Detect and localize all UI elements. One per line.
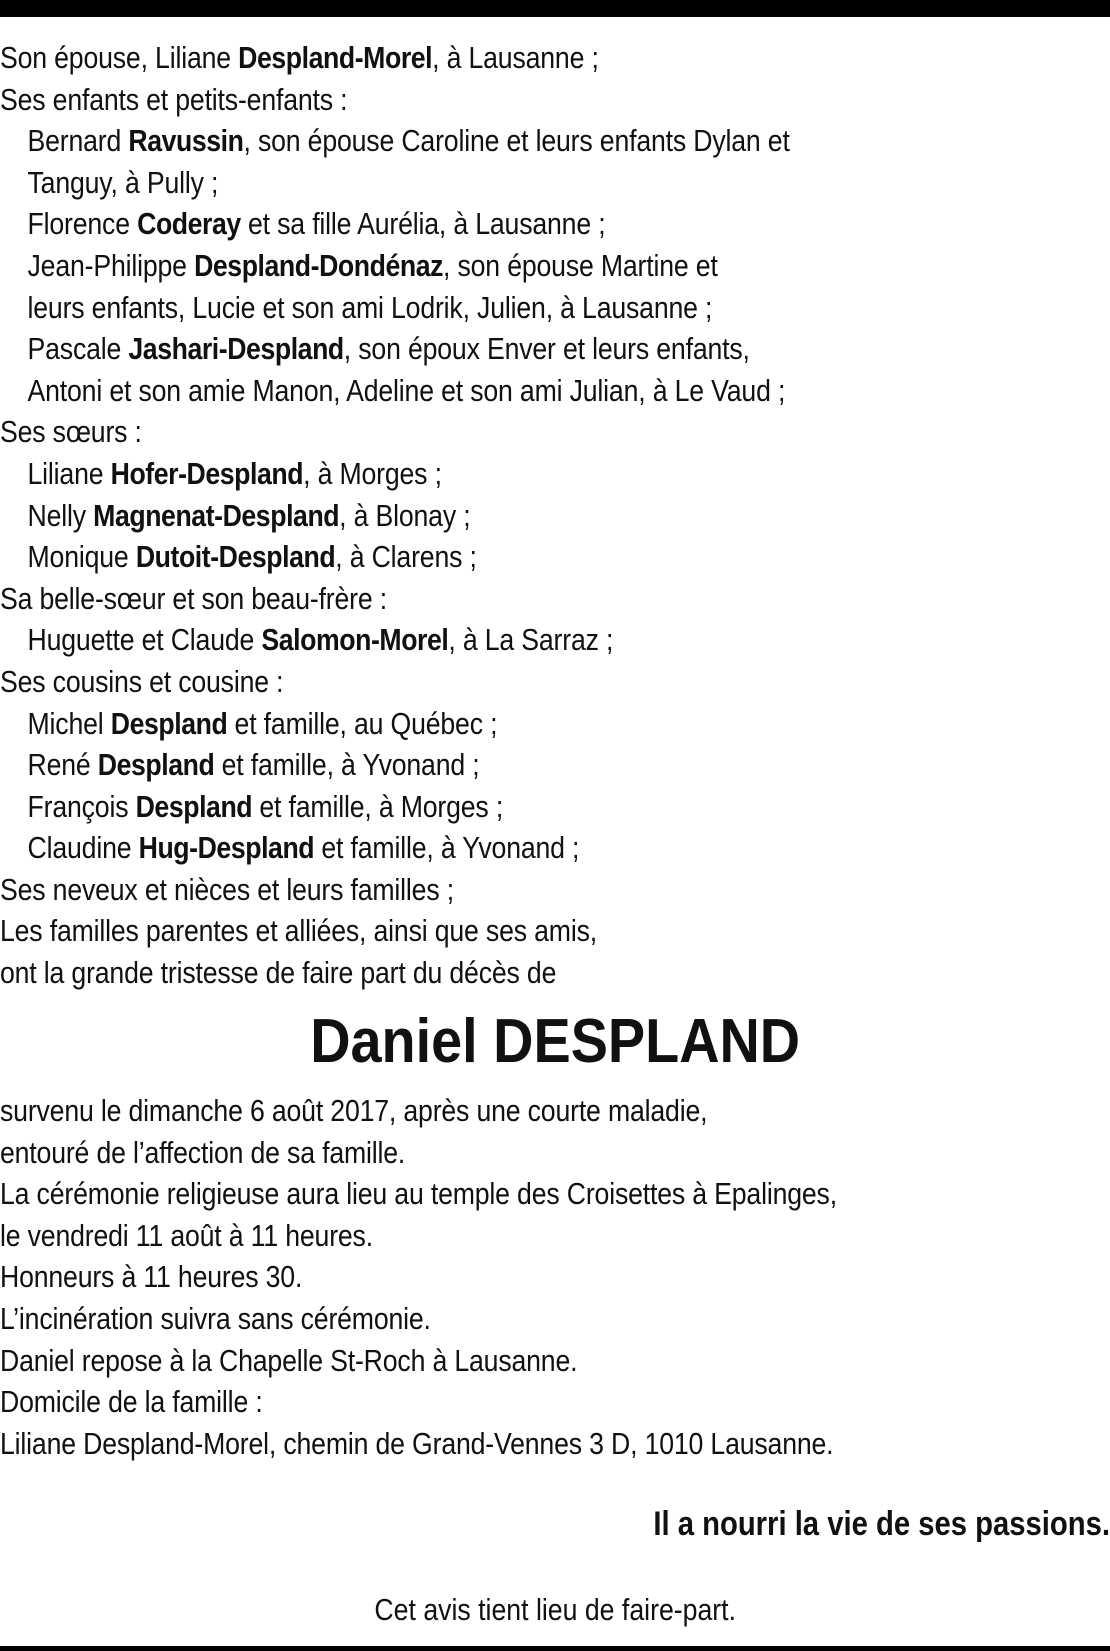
details-line: Daniel repose à la Chapelle St-Roch à Lausanne. [0, 1342, 578, 1378]
details-line: entouré de l’affection de sa famille. [0, 1134, 406, 1170]
announcement-line [0, 411, 955, 453]
line-text: Jean-Philippe [27, 247, 195, 283]
announcement-line [0, 536, 955, 578]
announcement-line [0, 910, 955, 952]
line-text: et famille, à Yvonand ; [214, 747, 480, 783]
memorial-motto: Il a nourri la vie de ses passions. [653, 1505, 1110, 1543]
line-text: , son épouse Martine et [443, 247, 718, 283]
announcement-line [0, 328, 955, 370]
announcement-line [0, 245, 955, 287]
line-text: Pascale [27, 331, 129, 367]
line-text: René [27, 747, 98, 783]
family-name: Despland [135, 788, 253, 824]
line-text: , à Blonay ; [339, 497, 471, 533]
family-name: Jashari-Despland [128, 331, 344, 367]
family-name: Coderay [137, 206, 241, 242]
announcement-line [0, 37, 955, 79]
line-text: Monique [27, 539, 136, 575]
section-heading: Ses sœurs : [0, 414, 142, 450]
section-heading: Ses cousins et cousine : [0, 663, 284, 699]
announcement-line [0, 661, 955, 703]
line-text: et famille, au Québec ; [227, 705, 498, 741]
announcement-line [0, 120, 955, 162]
line-text: Huguette et Claude [27, 622, 262, 658]
family-name: Ravussin [128, 123, 244, 159]
top-border-rule [0, 0, 1110, 17]
announcement-line [0, 827, 955, 869]
line-text: François [27, 788, 136, 824]
family-name: Hofer-Despland [110, 455, 304, 491]
details-line: Domicile de la famille : [0, 1384, 263, 1420]
line-text: , son épouse Caroline et leurs enfants Dylan et [243, 123, 790, 159]
announcement-line [0, 619, 955, 661]
announcement-line [0, 162, 955, 204]
bottom-border-rule [0, 1646, 1110, 1651]
section-heading: Sa belle-sœur et son beau-frère : [0, 580, 387, 616]
details-line: Liliane Despland-Morel, chemin de Grand-Vennes 3 D, 1010 Lausanne. [0, 1425, 834, 1461]
line-text: et famille, à Morges ; [252, 788, 504, 824]
announcement-line [0, 287, 955, 329]
announcement-line [0, 578, 955, 620]
line-text: Les familles parentes et alliées, ainsi que ses amis, [0, 913, 597, 949]
line-text: Bernard [27, 123, 129, 159]
closing-text: Cet avis tient lieu de faire-part. [374, 1592, 736, 1627]
details-line: L’incinération suivra sans cérémonie. [0, 1300, 431, 1336]
announcement-line [0, 869, 955, 911]
announcement-line [0, 703, 955, 745]
deceased-name-heading [0, 1005, 1110, 1079]
line-text: , à Morges ; [303, 455, 442, 491]
announcement-line [0, 370, 955, 412]
announcement-line [0, 453, 955, 495]
announcement-line [0, 786, 955, 828]
line-text: , à Lausanne ; [432, 40, 599, 75]
line-text: Claudine [27, 830, 139, 866]
family-name: Despland [97, 747, 215, 783]
family-name: Dutoit-Despland [135, 539, 336, 575]
deceased-name: Daniel DESPLAND [310, 1007, 800, 1076]
family-announcement [0, 37, 955, 994]
closing-note [0, 1590, 1110, 1630]
family-name: Despland-Morel [238, 40, 433, 75]
details-line: Honneurs à 11 heures 30. [0, 1259, 303, 1295]
line-text: leurs enfants, Lucie et son ami Lodrik, Julien, à Lausanne ; [27, 289, 713, 325]
family-name: Magnenat-Despland [93, 497, 340, 533]
family-name: Salomon-Morel [261, 622, 449, 658]
family-name: Hug-Despland [138, 830, 315, 866]
line-text: ont la grande tristesse de faire part du décès de [0, 955, 557, 991]
line-text: Son épouse, Liliane [0, 40, 239, 75]
line-text: , son époux Enver et leurs enfants, [343, 331, 750, 367]
ceremony-details [0, 1090, 955, 1464]
announcement-line [0, 203, 955, 245]
line-text: et famille, à Yvonand ; [314, 830, 580, 866]
announcement-line [0, 79, 955, 121]
details-line: La cérémonie religieuse aura lieu au temple des Croisettes à Epalinges, [0, 1176, 837, 1212]
details-line: survenu le dimanche 6 août 2017, après une courte maladie, [0, 1093, 708, 1128]
line-text: et sa fille Aurélia, à Lausanne ; [240, 206, 606, 242]
details-line: le vendredi 11 août à 11 heures. [0, 1217, 373, 1253]
line-text: Nelly [27, 497, 94, 533]
announcement-line [0, 495, 955, 537]
section-heading: Ses enfants et petits-enfants : [0, 81, 348, 117]
line-text: Michel [27, 705, 111, 741]
line-text: Antoni et son amie Manon, Adeline et son ami Julian, à Le Vaud ; [27, 372, 786, 408]
line-text: , à La Sarraz ; [448, 622, 614, 658]
line-text: Ses neveux et nièces et leurs familles ; [0, 871, 454, 907]
line-text: Liliane [27, 455, 111, 491]
announcement-line [0, 744, 955, 786]
family-name: Despland [110, 705, 228, 741]
announcement-line [0, 952, 955, 994]
line-text: Florence [27, 206, 138, 242]
line-text: , à Clarens ; [335, 539, 477, 575]
line-text: Tanguy, à Pully ; [27, 164, 219, 200]
family-name: Despland-Dondénaz [194, 247, 444, 283]
